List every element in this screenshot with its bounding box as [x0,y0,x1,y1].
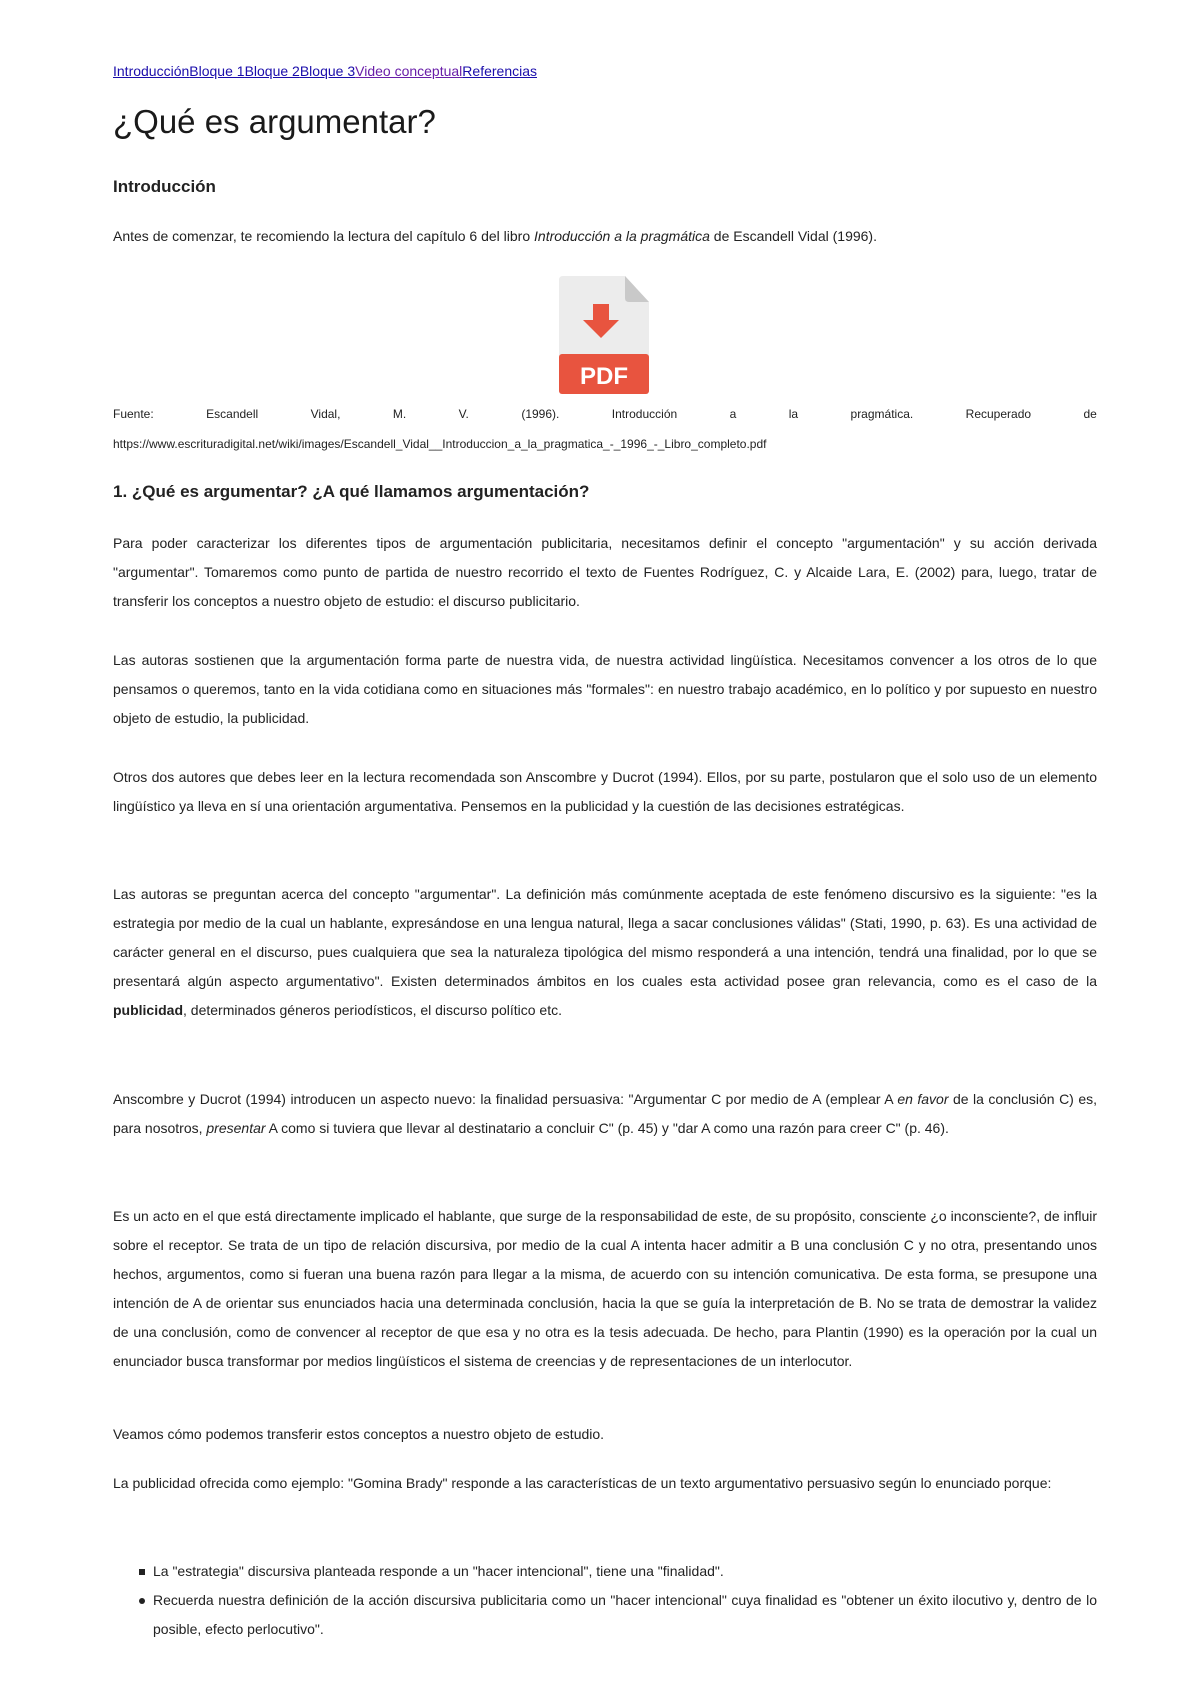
presentar-italic: presentar [206,1120,266,1136]
source-word: pragmática. [850,407,914,421]
source-word: Vidal, [310,407,341,421]
page-title: ¿Qué es argumentar? [113,103,436,140]
source-line-1 [113,406,1097,422]
section-1-paragraph-5 [113,1085,1097,1143]
book-title: Introducción a la pragmática [534,228,710,244]
nav-link-bloque-1[interactable]: Bloque 1 [189,63,245,79]
nav-link-bloque-3[interactable]: Bloque 3 [299,63,356,79]
source-word: Introducción [611,407,678,421]
list-item: Recuerda nuestra definición de la acción discursiva publicitaria como un "hacer intencional" cuya finalidad es "obtener un éxito ilocutivo y, dentro de lo posible, efecto perlocutivo". [113,1586,1097,1644]
source-word: a [729,407,737,421]
section-1-paragraph-8: La publicidad ofrecida como ejemplo: "Gomina Brady" responde a las características de un texto argumentativo persuasivo según lo enunciado porque: [113,1475,1052,1491]
pdf-download-icon[interactable] [559,276,649,394]
source-word: Recuperado [965,407,1032,421]
source-word: Escandell [206,407,259,421]
bullet-list [113,1557,1097,1644]
nav-link-referencias[interactable]: Referencias [462,63,537,79]
nav-link-bloque-2[interactable]: Bloque 2 [244,63,300,79]
paragraph-5-text-b: de la conclusión C) es, para nosotros, [113,1091,1097,1136]
intro-heading: Introducción [113,177,216,196]
paragraph-5-text-c: A como si tuviera que llevar al destinatario a concluir C" (p. 45) y "dar A como una razón para creer C" (p. 46). [265,1120,949,1136]
source-word: Fuente: [113,407,154,421]
section-1-paragraph-6: Es un acto en el que está directamente implicado el hablante, que surge de la responsabilidad de este, de su propósito, consciente ¿o inconsciente?, de influir sobre el receptor. Se trata de un tipo de relación discursiva, por medio de la cual A intenta hacer admitir a B una conclusión C y no otra, presentando unos hechos, argumentos, como si fueran una buena razón para llegar a la misma, de acuerdo con su intención comunicativa. De esta forma, se presupone una intención de A de orientar sus enunciados hacia una determinada conclusión, hacia la que se guía la interpretación de B. No se trata de demostrar la validez de una conclusión, como de convencer al receptor de que esa y no otra es la tesis adecuada. De hecho, para Plantin (1990) es la operación por la cual un enunciador busca transformar por medios lingüísticos el sistema de creencias y de representaciones de un interlocutor. [113,1208,1097,1369]
source-word: M. [392,407,407,421]
source-url: https://www.escrituradigital.net/wiki/images/Escandell_Vidal__Introduccion_a_la_pragmatica_-_1996_-_Libro_completo.pdf [113,437,767,451]
section-1-heading: 1. ¿Qué es argumentar? ¿A qué llamamos argumentación? [113,482,590,501]
paragraph-4-text-a: Las autoras se preguntan acerca del concepto "argumentar". La definición más comúnmente aceptada de este fenómeno discursivo es la siguiente: "es la estrategia por medio de la cual un hablante, expresándose en una lengua natural, llega a sacar conclusiones válidas" (Stati, 1990, p. 63). Es una actividad de carácter general en el discurso, pues cualquiera que sea la naturaleza tipológica del mismo responderá a una intención, tendrá una finalidad, por lo que se presentará algún aspecto argumentativo". Existen determinados ámbitos en los cuales esta actividad posee gran relevancia, como es el caso de la [113,886,1097,989]
list-item: La "estrategia" discursiva planteada responde a un "hacer intencional", tiene una "finalidad". [113,1557,1097,1586]
paragraph-4-text-b: , determinados géneros periodísticos, el discurso político etc. [183,1002,562,1018]
en-favor-italic: en favor [897,1091,949,1107]
section-1-paragraph-7: Veamos cómo podemos transferir estos conceptos a nuestro objeto de estudio. [113,1426,605,1442]
source-word: V. [458,407,469,421]
intro-paragraph [113,226,1097,246]
top-navigation [113,62,537,80]
section-1-paragraph-4 [113,880,1097,1025]
section-1-paragraph-3: Otros dos autores que debes leer en la lectura recomendada son Anscombre y Ducrot (1994). Ellos, por su parte, postularon que el solo uso de un elemento lingüístico ya lleva en sí una orientación argumentativa. Pensemos en la publicidad y la cuestión de las decisiones estratégicas. [113,769,1097,814]
nav-link-introduccion[interactable]: Introducción [113,63,190,79]
nav-link-video-conceptual[interactable]: Video conceptual [355,63,463,79]
section-1-paragraph-1: Para poder caracterizar los diferentes tipos de argumentación publicitaria, necesitamos definir el concepto "argumentación" y su acción derivada "argumentar". Tomaremos como punto de partida de nuestro recorrido el texto de Fuentes Rodríguez, C. y Alcaide Lara, E. (2002) para, luego, tratar de transferir los conceptos a nuestro objeto de estudio: el discurso publicitario. [113,535,1097,609]
pdf-label: PDF [580,363,628,390]
publicidad-bold: publicidad [113,1002,183,1018]
intro-text-before: Antes de comenzar, te recomiendo la lectura del capítulo 6 del libro [113,228,535,244]
source-word: de [1083,407,1097,421]
section-1-paragraph-2: Las autoras sostienen que la argumentación forma parte de nuestra vida, de nuestra actividad lingüística. Necesitamos convencer a los otros de lo que pensamos o queremos, tanto en la vida cotidiana como en situaciones más "formales": en nuestro trabajo académico, en lo político y por supuesto en nuestro objeto de estudio, la publicidad. [113,652,1097,726]
paragraph-5-text-a: Anscombre y Ducrot (1994) introducen un aspecto nuevo: la finalidad persuasiva: "Argumentar C por medio de A (emplear A [113,1091,898,1107]
source-word: la [788,407,799,421]
source-word: (1996). [521,407,560,421]
intro-text-after: de Escandell Vidal (1996). [709,228,877,244]
